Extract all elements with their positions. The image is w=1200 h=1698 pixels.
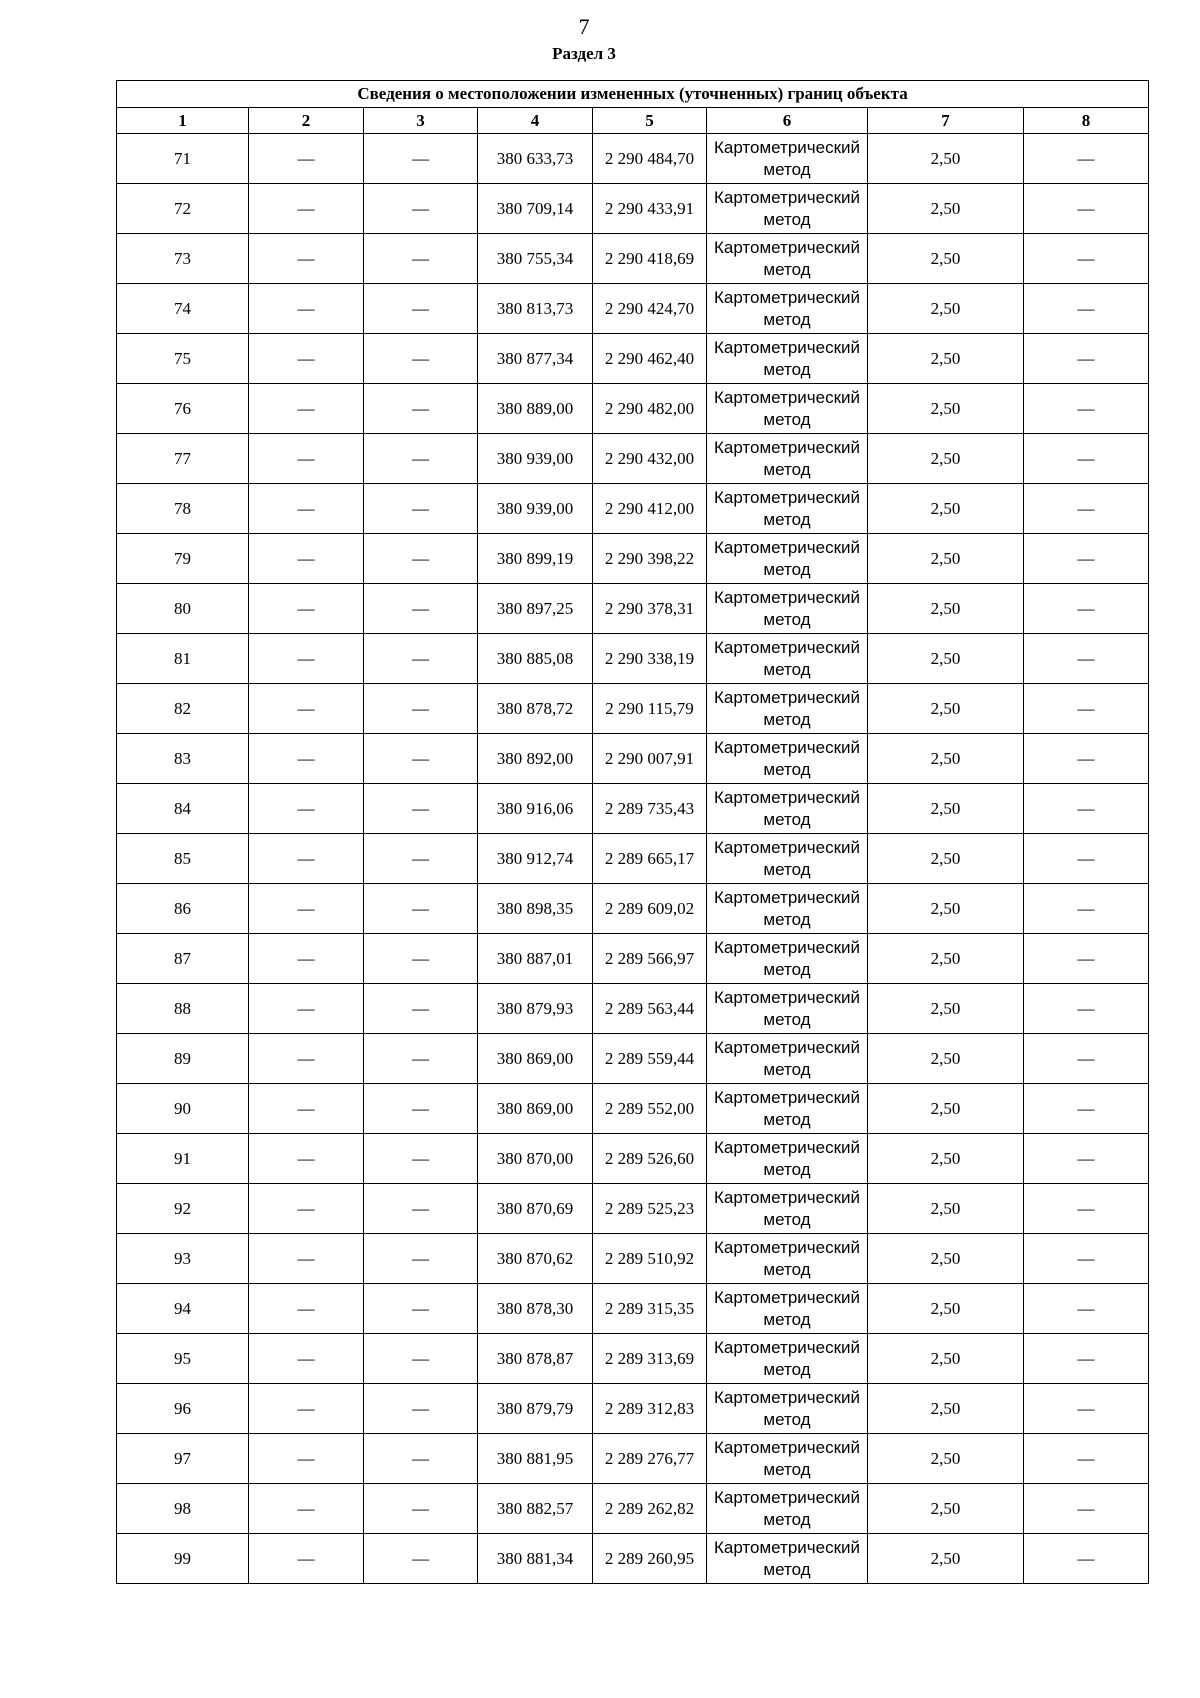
x-coordinate-cell: 380 879,93 bbox=[478, 984, 593, 1034]
method-cell: Картометрический метод bbox=[707, 184, 868, 234]
col2-cell: — bbox=[249, 1434, 364, 1484]
y-coordinate-cell: 2 290 424,70 bbox=[593, 284, 707, 334]
accuracy-cell: 2,50 bbox=[868, 284, 1024, 334]
accuracy-cell: 2,50 bbox=[868, 584, 1024, 634]
x-coordinate-cell: 380 881,34 bbox=[478, 1534, 593, 1584]
method-cell: Картометрический метод bbox=[707, 1084, 868, 1134]
y-coordinate-cell: 2 290 462,40 bbox=[593, 334, 707, 384]
y-coordinate-cell: 2 290 007,91 bbox=[593, 734, 707, 784]
method-cell: Картометрический метод bbox=[707, 484, 868, 534]
col2-cell: — bbox=[249, 1034, 364, 1084]
col2-cell: — bbox=[249, 834, 364, 884]
col2-cell: — bbox=[249, 484, 364, 534]
col2-cell: — bbox=[249, 1084, 364, 1134]
method-cell: Картометрический метод bbox=[707, 834, 868, 884]
col8-cell: — bbox=[1024, 1434, 1149, 1484]
accuracy-cell: 2,50 bbox=[868, 1484, 1024, 1534]
point-number-cell: 78 bbox=[117, 484, 249, 534]
col3-cell: — bbox=[364, 434, 478, 484]
col3-cell: — bbox=[364, 984, 478, 1034]
accuracy-cell: 2,50 bbox=[868, 1184, 1024, 1234]
method-cell: Картометрический метод bbox=[707, 234, 868, 284]
accuracy-cell: 2,50 bbox=[868, 384, 1024, 434]
col2-cell: — bbox=[249, 734, 364, 784]
x-coordinate-cell: 380 881,95 bbox=[478, 1434, 593, 1484]
accuracy-cell: 2,50 bbox=[868, 884, 1024, 934]
column-number: 7 bbox=[868, 108, 1024, 134]
col8-cell: — bbox=[1024, 484, 1149, 534]
table-row bbox=[117, 1134, 1149, 1184]
accuracy-cell: 2,50 bbox=[868, 1034, 1024, 1084]
method-cell: Картометрический метод bbox=[707, 284, 868, 334]
method-cell: Картометрический метод bbox=[707, 434, 868, 484]
col3-cell: — bbox=[364, 1134, 478, 1184]
col2-cell: — bbox=[249, 1334, 364, 1384]
col8-cell: — bbox=[1024, 1384, 1149, 1434]
col8-cell: — bbox=[1024, 634, 1149, 684]
x-coordinate-cell: 380 870,62 bbox=[478, 1234, 593, 1284]
y-coordinate-cell: 2 289 313,69 bbox=[593, 1334, 707, 1384]
table-body bbox=[117, 134, 1149, 1584]
x-coordinate-cell: 380 877,34 bbox=[478, 334, 593, 384]
accuracy-cell: 2,50 bbox=[868, 534, 1024, 584]
column-number: 5 bbox=[593, 108, 707, 134]
accuracy-cell: 2,50 bbox=[868, 834, 1024, 884]
y-coordinate-cell: 2 289 276,77 bbox=[593, 1434, 707, 1484]
col2-cell: — bbox=[249, 1134, 364, 1184]
col2-cell: — bbox=[249, 1184, 364, 1234]
col3-cell: — bbox=[364, 234, 478, 284]
col2-cell: — bbox=[249, 534, 364, 584]
method-cell: Картометрический метод bbox=[707, 1234, 868, 1284]
table-row bbox=[117, 1034, 1149, 1084]
col8-cell: — bbox=[1024, 534, 1149, 584]
col2-cell: — bbox=[249, 934, 364, 984]
table-row bbox=[117, 1184, 1149, 1234]
col3-cell: — bbox=[364, 1184, 478, 1234]
x-coordinate-cell: 380 813,73 bbox=[478, 284, 593, 334]
column-number: 6 bbox=[707, 108, 868, 134]
table-row bbox=[117, 184, 1149, 234]
point-number-cell: 98 bbox=[117, 1484, 249, 1534]
accuracy-cell: 2,50 bbox=[868, 134, 1024, 184]
column-number: 1 bbox=[117, 108, 249, 134]
x-coordinate-cell: 380 899,19 bbox=[478, 534, 593, 584]
y-coordinate-cell: 2 289 559,44 bbox=[593, 1034, 707, 1084]
col2-cell: — bbox=[249, 184, 364, 234]
col2-cell: — bbox=[249, 584, 364, 634]
accuracy-cell: 2,50 bbox=[868, 1334, 1024, 1384]
accuracy-cell: 2,50 bbox=[868, 1284, 1024, 1334]
x-coordinate-cell: 380 939,00 bbox=[478, 484, 593, 534]
col3-cell: — bbox=[364, 584, 478, 634]
point-number-cell: 86 bbox=[117, 884, 249, 934]
method-cell: Картометрический метод bbox=[707, 1484, 868, 1534]
table-row bbox=[117, 334, 1149, 384]
y-coordinate-cell: 2 289 609,02 bbox=[593, 884, 707, 934]
col2-cell: — bbox=[249, 434, 364, 484]
col8-cell: — bbox=[1024, 334, 1149, 384]
x-coordinate-cell: 380 878,72 bbox=[478, 684, 593, 734]
col3-cell: — bbox=[364, 284, 478, 334]
y-coordinate-cell: 2 289 525,23 bbox=[593, 1184, 707, 1234]
accuracy-cell: 2,50 bbox=[868, 784, 1024, 834]
method-cell: Картометрический метод bbox=[707, 584, 868, 634]
method-cell: Картометрический метод bbox=[707, 1134, 868, 1184]
col8-cell: — bbox=[1024, 1484, 1149, 1534]
table-row bbox=[117, 284, 1149, 334]
col8-cell: — bbox=[1024, 884, 1149, 934]
x-coordinate-cell: 380 870,00 bbox=[478, 1134, 593, 1184]
accuracy-cell: 2,50 bbox=[868, 684, 1024, 734]
col2-cell: — bbox=[249, 284, 364, 334]
table-row bbox=[117, 1234, 1149, 1284]
x-coordinate-cell: 380 878,87 bbox=[478, 1334, 593, 1384]
x-coordinate-cell: 380 939,00 bbox=[478, 434, 593, 484]
method-cell: Картометрический метод bbox=[707, 1184, 868, 1234]
method-cell: Картометрический метод bbox=[707, 134, 868, 184]
y-coordinate-cell: 2 290 115,79 bbox=[593, 684, 707, 734]
y-coordinate-cell: 2 289 526,60 bbox=[593, 1134, 707, 1184]
y-coordinate-cell: 2 290 484,70 bbox=[593, 134, 707, 184]
point-number-cell: 81 bbox=[117, 634, 249, 684]
col2-cell: — bbox=[249, 384, 364, 434]
x-coordinate-cell: 380 870,69 bbox=[478, 1184, 593, 1234]
table-row bbox=[117, 634, 1149, 684]
x-coordinate-cell: 380 869,00 bbox=[478, 1034, 593, 1084]
col8-cell: — bbox=[1024, 1234, 1149, 1284]
col3-cell: — bbox=[364, 1534, 478, 1584]
point-number-cell: 87 bbox=[117, 934, 249, 984]
method-cell: Картометрический метод bbox=[707, 934, 868, 984]
point-number-cell: 75 bbox=[117, 334, 249, 384]
method-cell: Картометрический метод bbox=[707, 384, 868, 434]
table-row bbox=[117, 884, 1149, 934]
table-row bbox=[117, 534, 1149, 584]
col3-cell: — bbox=[364, 784, 478, 834]
col8-cell: — bbox=[1024, 284, 1149, 334]
col8-cell: — bbox=[1024, 234, 1149, 284]
col8-cell: — bbox=[1024, 1534, 1149, 1584]
table-row bbox=[117, 934, 1149, 984]
y-coordinate-cell: 2 290 378,31 bbox=[593, 584, 707, 634]
accuracy-cell: 2,50 bbox=[868, 984, 1024, 1034]
x-coordinate-cell: 380 885,08 bbox=[478, 634, 593, 684]
point-number-cell: 77 bbox=[117, 434, 249, 484]
method-cell: Картометрический метод bbox=[707, 884, 868, 934]
table-row bbox=[117, 1084, 1149, 1134]
col3-cell: — bbox=[364, 1084, 478, 1134]
col8-cell: — bbox=[1024, 1284, 1149, 1334]
section-title: Раздел 3 bbox=[552, 44, 616, 63]
y-coordinate-cell: 2 289 552,00 bbox=[593, 1084, 707, 1134]
table-row bbox=[117, 1334, 1149, 1384]
method-cell: Картометрический метод bbox=[707, 1034, 868, 1084]
table-row bbox=[117, 684, 1149, 734]
table-row bbox=[117, 734, 1149, 784]
point-number-cell: 96 bbox=[117, 1384, 249, 1434]
method-cell: Картометрический метод bbox=[707, 334, 868, 384]
col3-cell: — bbox=[364, 1484, 478, 1534]
point-number-cell: 82 bbox=[117, 684, 249, 734]
x-coordinate-cell: 380 878,30 bbox=[478, 1284, 593, 1334]
col8-cell: — bbox=[1024, 934, 1149, 984]
table-row bbox=[117, 1484, 1149, 1534]
y-coordinate-cell: 2 289 566,97 bbox=[593, 934, 707, 984]
accuracy-cell: 2,50 bbox=[868, 234, 1024, 284]
x-coordinate-cell: 380 898,35 bbox=[478, 884, 593, 934]
col2-cell: — bbox=[249, 884, 364, 934]
y-coordinate-cell: 2 290 433,91 bbox=[593, 184, 707, 234]
point-number-cell: 97 bbox=[117, 1434, 249, 1484]
accuracy-cell: 2,50 bbox=[868, 1534, 1024, 1584]
accuracy-cell: 2,50 bbox=[868, 1384, 1024, 1434]
y-coordinate-cell: 2 289 735,43 bbox=[593, 784, 707, 834]
column-number: 4 bbox=[478, 108, 593, 134]
col2-cell: — bbox=[249, 684, 364, 734]
accuracy-cell: 2,50 bbox=[868, 1134, 1024, 1184]
col8-cell: — bbox=[1024, 784, 1149, 834]
col3-cell: — bbox=[364, 384, 478, 434]
col2-cell: — bbox=[249, 984, 364, 1034]
accuracy-cell: 2,50 bbox=[868, 1084, 1024, 1134]
point-number-cell: 80 bbox=[117, 584, 249, 634]
x-coordinate-cell: 380 887,01 bbox=[478, 934, 593, 984]
col8-cell: — bbox=[1024, 684, 1149, 734]
method-cell: Картометрический метод bbox=[707, 534, 868, 584]
x-coordinate-cell: 380 882,57 bbox=[478, 1484, 593, 1534]
point-number-cell: 73 bbox=[117, 234, 249, 284]
col8-cell: — bbox=[1024, 1084, 1149, 1134]
y-coordinate-cell: 2 289 315,35 bbox=[593, 1284, 707, 1334]
x-coordinate-cell: 380 869,00 bbox=[478, 1084, 593, 1134]
col2-cell: — bbox=[249, 784, 364, 834]
point-number-cell: 79 bbox=[117, 534, 249, 584]
col8-cell: — bbox=[1024, 1334, 1149, 1384]
method-cell: Картометрический метод bbox=[707, 1534, 868, 1584]
point-number-cell: 85 bbox=[117, 834, 249, 884]
method-cell: Картометрический метод bbox=[707, 734, 868, 784]
method-cell: Картометрический метод bbox=[707, 984, 868, 1034]
accuracy-cell: 2,50 bbox=[868, 1234, 1024, 1284]
y-coordinate-cell: 2 289 665,17 bbox=[593, 834, 707, 884]
method-cell: Картометрический метод bbox=[707, 1284, 868, 1334]
accuracy-cell: 2,50 bbox=[868, 734, 1024, 784]
col2-cell: — bbox=[249, 1284, 364, 1334]
boundary-table bbox=[116, 80, 1149, 1584]
x-coordinate-cell: 380 912,74 bbox=[478, 834, 593, 884]
point-number-cell: 88 bbox=[117, 984, 249, 1034]
point-number-cell: 92 bbox=[117, 1184, 249, 1234]
table-row bbox=[117, 1534, 1149, 1584]
col8-cell: — bbox=[1024, 1184, 1149, 1234]
y-coordinate-cell: 2 290 412,00 bbox=[593, 484, 707, 534]
column-number: 3 bbox=[364, 108, 478, 134]
method-cell: Картометрический метод bbox=[707, 1334, 868, 1384]
x-coordinate-cell: 380 892,00 bbox=[478, 734, 593, 784]
y-coordinate-cell: 2 290 418,69 bbox=[593, 234, 707, 284]
accuracy-cell: 2,50 bbox=[868, 1434, 1024, 1484]
table-caption: Сведения о местоположении измененных (уточненных) границ объекта bbox=[117, 81, 1149, 108]
col8-cell: — bbox=[1024, 584, 1149, 634]
col8-cell: — bbox=[1024, 1134, 1149, 1184]
col2-cell: — bbox=[249, 634, 364, 684]
accuracy-cell: 2,50 bbox=[868, 484, 1024, 534]
point-number-cell: 72 bbox=[117, 184, 249, 234]
column-number: 8 bbox=[1024, 108, 1149, 134]
col8-cell: — bbox=[1024, 734, 1149, 784]
col2-cell: — bbox=[249, 234, 364, 284]
point-number-cell: 90 bbox=[117, 1084, 249, 1134]
col3-cell: — bbox=[364, 934, 478, 984]
table-row bbox=[117, 784, 1149, 834]
col3-cell: — bbox=[364, 484, 478, 534]
method-cell: Картометрический метод bbox=[707, 1434, 868, 1484]
col8-cell: — bbox=[1024, 134, 1149, 184]
col3-cell: — bbox=[364, 1034, 478, 1084]
point-number-cell: 95 bbox=[117, 1334, 249, 1384]
col3-cell: — bbox=[364, 1384, 478, 1434]
col3-cell: — bbox=[364, 884, 478, 934]
point-number-cell: 89 bbox=[117, 1034, 249, 1084]
table-row bbox=[117, 584, 1149, 634]
method-cell: Картометрический метод bbox=[707, 784, 868, 834]
col8-cell: — bbox=[1024, 834, 1149, 884]
col3-cell: — bbox=[364, 1234, 478, 1284]
x-coordinate-cell: 380 916,06 bbox=[478, 784, 593, 834]
accuracy-cell: 2,50 bbox=[868, 334, 1024, 384]
page-number: 7 bbox=[578, 14, 590, 39]
col3-cell: — bbox=[364, 634, 478, 684]
col3-cell: — bbox=[364, 1434, 478, 1484]
point-number-cell: 93 bbox=[117, 1234, 249, 1284]
table-row bbox=[117, 1384, 1149, 1434]
col3-cell: — bbox=[364, 334, 478, 384]
col3-cell: — bbox=[364, 734, 478, 784]
x-coordinate-cell: 380 633,73 bbox=[478, 134, 593, 184]
point-number-cell: 84 bbox=[117, 784, 249, 834]
table-row bbox=[117, 384, 1149, 434]
x-coordinate-cell: 380 889,00 bbox=[478, 384, 593, 434]
table-row bbox=[117, 834, 1149, 884]
col2-cell: — bbox=[249, 334, 364, 384]
point-number-cell: 71 bbox=[117, 134, 249, 184]
col3-cell: — bbox=[364, 184, 478, 234]
table-row bbox=[117, 984, 1149, 1034]
table-row bbox=[117, 1284, 1149, 1334]
col3-cell: — bbox=[364, 684, 478, 734]
col2-cell: — bbox=[249, 1234, 364, 1284]
x-coordinate-cell: 380 755,34 bbox=[478, 234, 593, 284]
table-row bbox=[117, 1434, 1149, 1484]
y-coordinate-cell: 2 290 432,00 bbox=[593, 434, 707, 484]
y-coordinate-cell: 2 289 260,95 bbox=[593, 1534, 707, 1584]
col8-cell: — bbox=[1024, 184, 1149, 234]
method-cell: Картометрический метод bbox=[707, 684, 868, 734]
col8-cell: — bbox=[1024, 984, 1149, 1034]
col3-cell: — bbox=[364, 134, 478, 184]
table-row bbox=[117, 134, 1149, 184]
y-coordinate-cell: 2 289 563,44 bbox=[593, 984, 707, 1034]
y-coordinate-cell: 2 290 398,22 bbox=[593, 534, 707, 584]
col3-cell: — bbox=[364, 1284, 478, 1334]
point-number-cell: 91 bbox=[117, 1134, 249, 1184]
x-coordinate-cell: 380 879,79 bbox=[478, 1384, 593, 1434]
accuracy-cell: 2,50 bbox=[868, 934, 1024, 984]
x-coordinate-cell: 380 709,14 bbox=[478, 184, 593, 234]
y-coordinate-cell: 2 289 312,83 bbox=[593, 1384, 707, 1434]
method-cell: Картометрический метод bbox=[707, 634, 868, 684]
col2-cell: — bbox=[249, 1534, 364, 1584]
column-number: 2 bbox=[249, 108, 364, 134]
col2-cell: — bbox=[249, 1484, 364, 1534]
col3-cell: — bbox=[364, 834, 478, 884]
point-number-cell: 99 bbox=[117, 1534, 249, 1584]
column-number-row bbox=[117, 108, 1149, 134]
col8-cell: — bbox=[1024, 384, 1149, 434]
table-row bbox=[117, 234, 1149, 284]
x-coordinate-cell: 380 897,25 bbox=[478, 584, 593, 634]
y-coordinate-cell: 2 290 338,19 bbox=[593, 634, 707, 684]
y-coordinate-cell: 2 290 482,00 bbox=[593, 384, 707, 434]
col8-cell: — bbox=[1024, 434, 1149, 484]
y-coordinate-cell: 2 289 262,82 bbox=[593, 1484, 707, 1534]
col8-cell: — bbox=[1024, 1034, 1149, 1084]
accuracy-cell: 2,50 bbox=[868, 434, 1024, 484]
method-cell: Картометрический метод bbox=[707, 1384, 868, 1434]
table-row bbox=[117, 484, 1149, 534]
col3-cell: — bbox=[364, 1334, 478, 1384]
col2-cell: — bbox=[249, 134, 364, 184]
col3-cell: — bbox=[364, 534, 478, 584]
col2-cell: — bbox=[249, 1384, 364, 1434]
table-row bbox=[117, 434, 1149, 484]
point-number-cell: 83 bbox=[117, 734, 249, 784]
accuracy-cell: 2,50 bbox=[868, 184, 1024, 234]
point-number-cell: 74 bbox=[117, 284, 249, 334]
point-number-cell: 94 bbox=[117, 1284, 249, 1334]
point-number-cell: 76 bbox=[117, 384, 249, 434]
y-coordinate-cell: 2 289 510,92 bbox=[593, 1234, 707, 1284]
accuracy-cell: 2,50 bbox=[868, 634, 1024, 684]
